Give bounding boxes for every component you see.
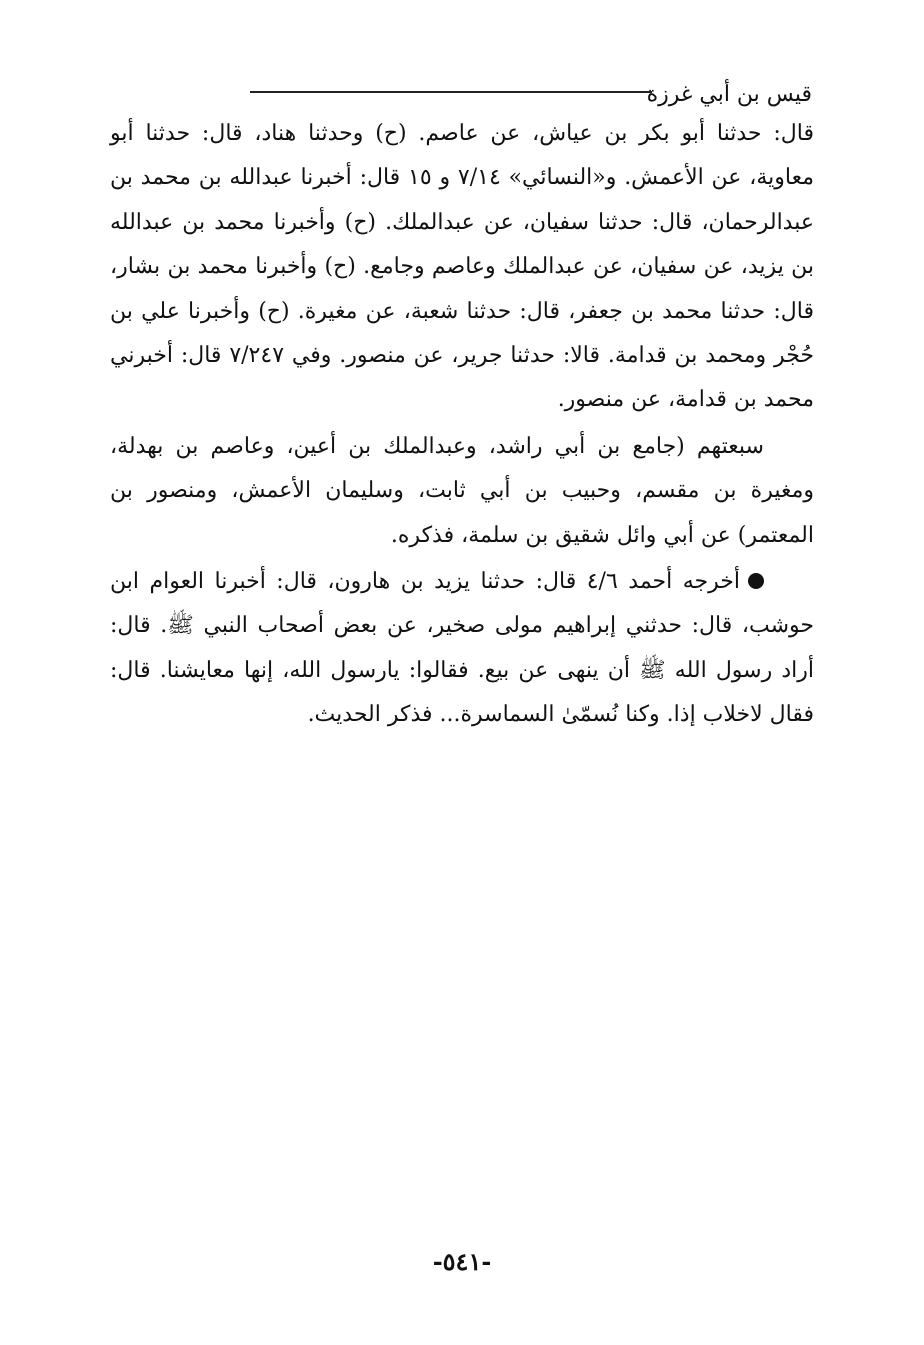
bullet-icon — [748, 573, 764, 589]
running-header-title: قيس بن أبي غرزة — [646, 82, 812, 107]
paragraph-chain-of-narration: قال: حدثنا أبو بكر بن عياش، عن عاصم. (ح) وحدثنا هناد، قال: حدثنا أبو معاوية، عن الأعمش. و«النسائي» ٧/١٤ و ١٥ قال: أخبرنا عبدالله بن محمد بن عبدالرحمان، قال: حدثنا سفيان، عن عبدالملك. (ح) وأخبرنا محمد بن عبدالله بن يزيد، عن سفيان، عن عبدالملك وعاصم وجامع. (ح) وأخبرنا محمد بن بشار، قال: حدثنا محمد بن جعفر، قال: حدثنا شعبة، عن مغيرة. (ح) وأخبرنا علي بن حُجْر ومحمد بن قدامة. قالا: حدثنا جرير، عن منصور. وفي ٧/٢٤٧ قال: أخبرني محمد بن قدامة، عن منصور. — [110, 121, 814, 413]
header-rule — [250, 91, 652, 93]
body-text — [110, 112, 814, 738]
paragraph-ahmad-report — [110, 560, 814, 738]
running-header — [110, 78, 812, 112]
paragraph-seven-narrators: سبعتهم (جامع بن أبي راشد، وعبدالملك بن أعين، وعاصم بن بهدلة، ومغيرة بن مقسم، وحبيب بن أبي ثابت، وسليمان الأعمش، ومنصور بن المعتمر) عن أبي وائل شقيق بن سلمة، فذكره. — [110, 433, 814, 548]
paragraph-ahmad-report-text: أخرجه أحمد ٤/٦ قال: حدثنا يزيد بن هارون، قال: أخبرنا العوام ابن حوشب، قال: حدثني إبراهيم مولى صخير، عن بعض أصحاب النبي ﷺ. قال: أراد رسول الله ﷺ أن ينهى عن بيع. فقالوا: يارسول الله، إنها معايشنا. قال: فقال لاخلاب إذا. وكنا نُسمّىٰ السماسرة... فذكر الحديث. — [110, 569, 814, 728]
page-number: -٥٤١- — [432, 1247, 492, 1276]
